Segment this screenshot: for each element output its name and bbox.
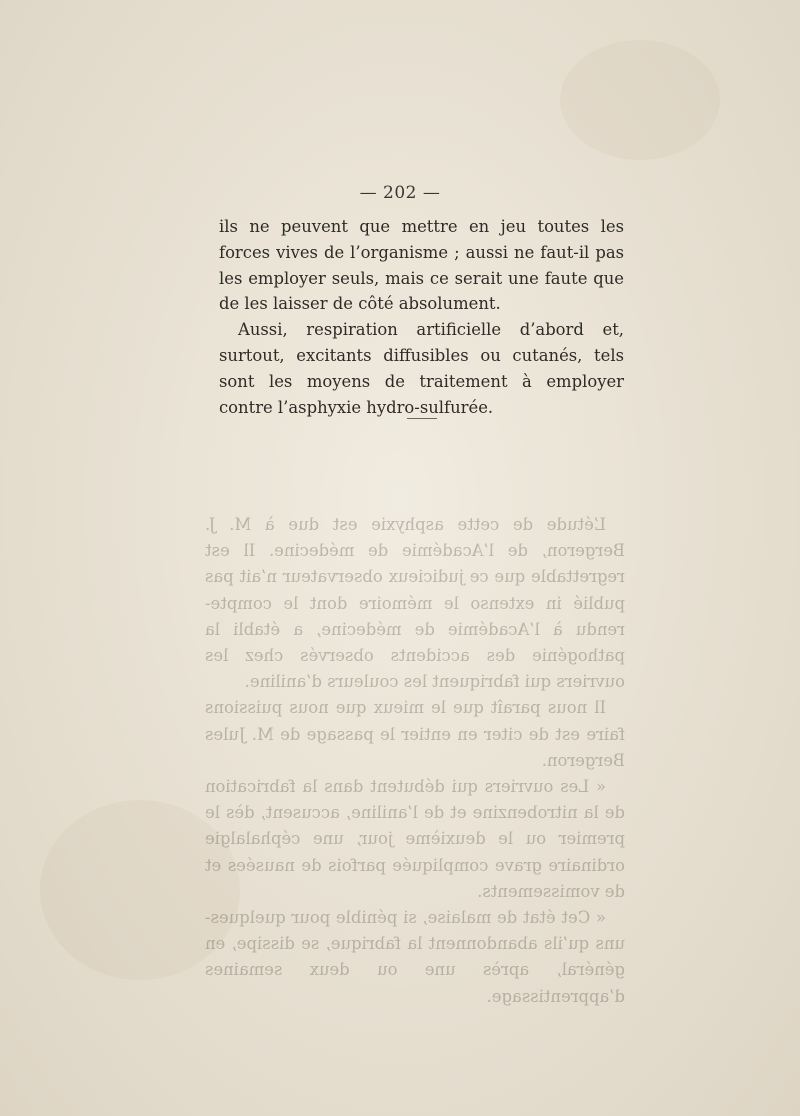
bleed-through-text: [205, 512, 625, 1010]
paragraph: ils ne peuvent que mettre en jeu toutes les forces vives de l’organisme ; aussi ne faut-il pas les employer seuls, mais ce serait une faute que de les laisser de côté absolument.: [219, 217, 624, 314]
body-text: [219, 214, 624, 420]
bleed-paragraph: L’étude de cette asphyxie est due à M. J. Bergeron, de l’Académie de médecine. Il est regrettable que ce judicieux observateur n’ait pas publié in extenso le mémoire dont le compte-rendu à l’Académie de médecine, a établi la pathogénie des accidents observés chez les ouvriers qui fabriquent les couleurs d’aniline.: [205, 515, 625, 692]
bleed-paragraph: « Cet état de malaise, si pénible pour quelques-uns qu’ils abandonnent la fabrique, se dissipe, en général, après une ou deux semaines d’apprentissage.: [205, 908, 625, 1006]
bleed-paragraph: « Les ouvriers qui débutent dans la fabrication de la nitrobenzine et de l’aniline, accusent, dès le premier ou le deuxième jour, une céphalalgie ordinaire grave compliquée parfois de nausées et de vomissements.: [205, 777, 625, 901]
page-number: — 202 —: [359, 183, 441, 203]
paper-stain: [560, 40, 720, 160]
section-divider: [407, 418, 437, 419]
paragraph: Aussi, respiration artificielle d’abord et, surtout, excitants diffusibles ou cutanés, tels sont les moyens de traitement à employer contre l’asphyxie hydro-sulfurée.: [219, 320, 624, 417]
bleed-paragraph: Il nous paraît que le mieux que nous puissions faire est de citer en entier le passage de M. Jules Bergeron.: [205, 698, 625, 770]
